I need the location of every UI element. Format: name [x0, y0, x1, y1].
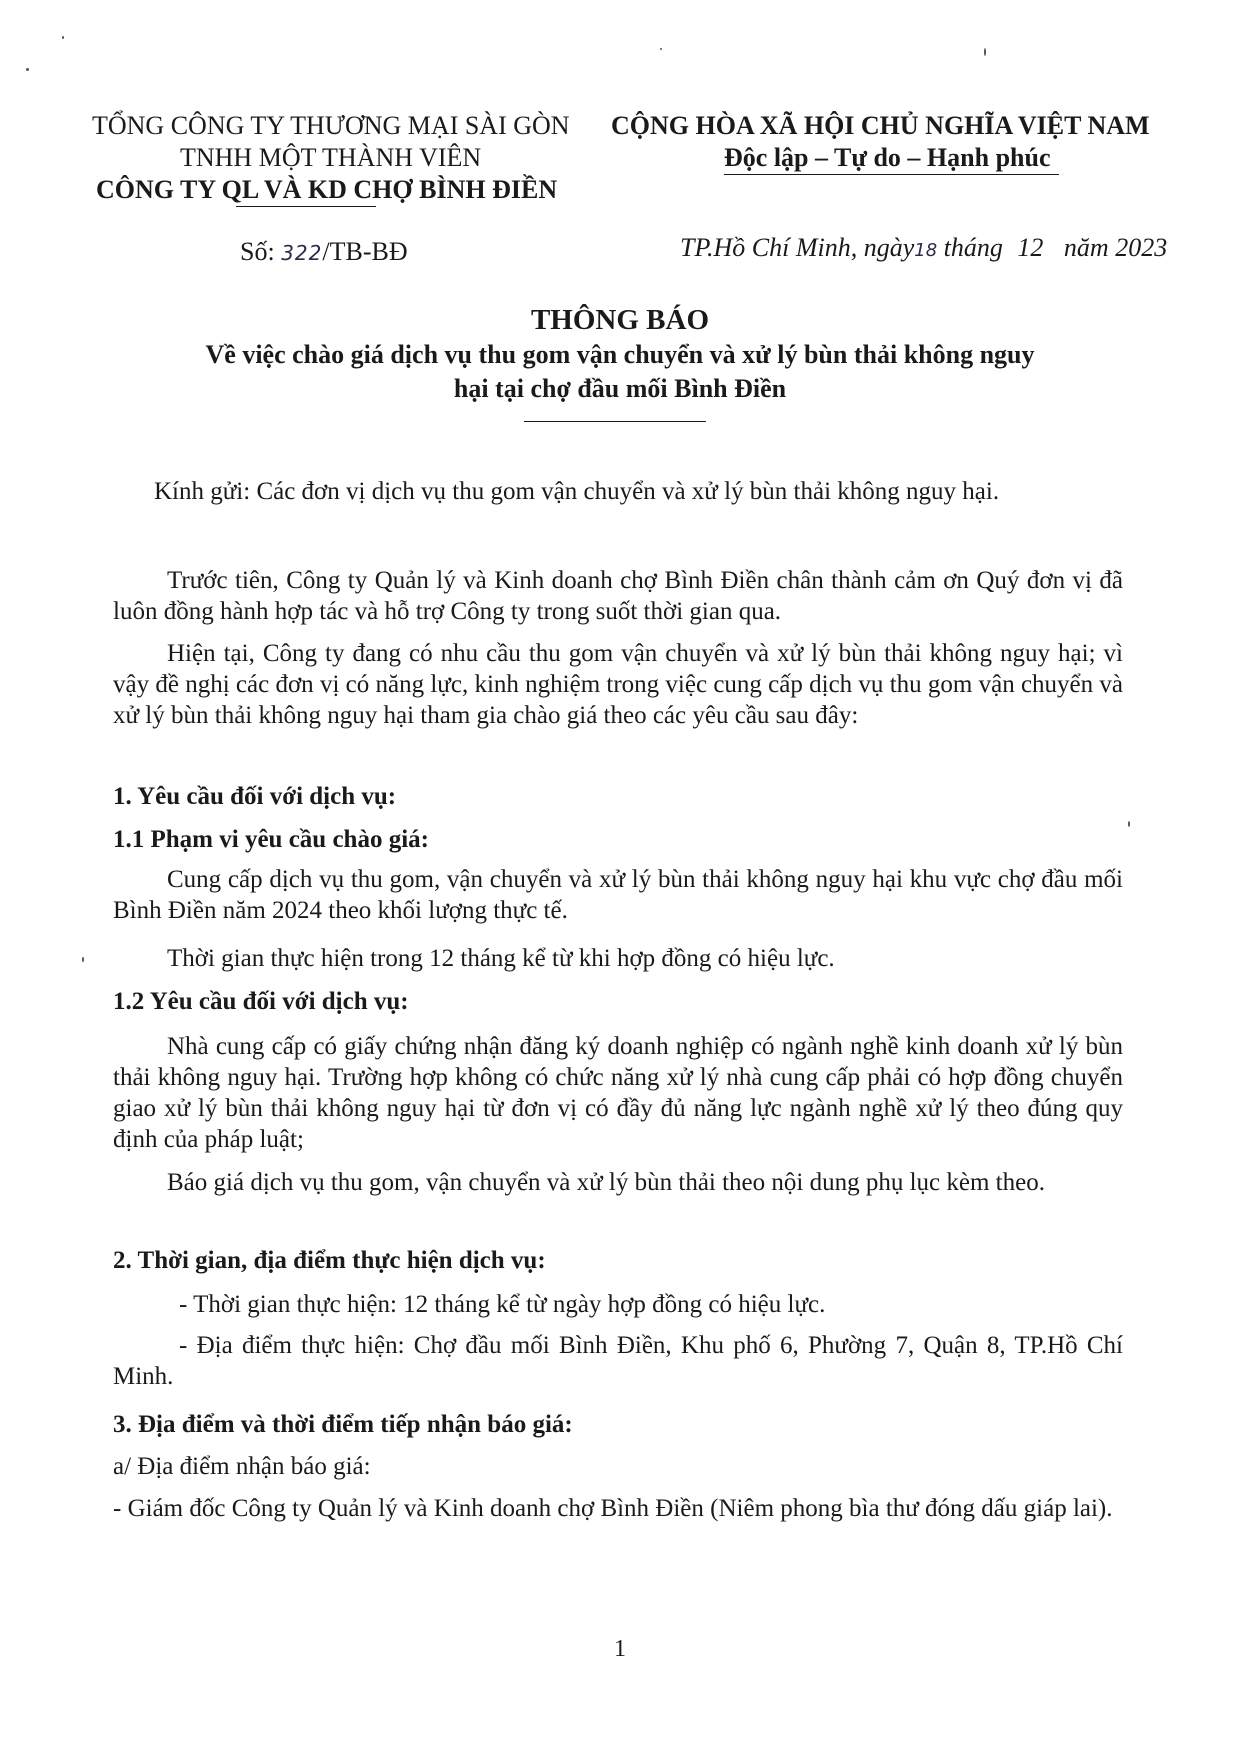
- notice-subject-line2: hại tại chợ đầu mối Bình Điền: [453, 374, 787, 403]
- section-1-2-paragraph-2: Báo giá dịch vụ thu gom, vận chuyển và xử lý bùn thải theo nội dung phụ lục kèm theo.: [167, 1169, 1045, 1196]
- section-2-item-2: - Địa điểm thực hiện: Chợ đầu mối Bình Điền, Khu phố 6, Phường 7, Quận 8, TP.Hồ Chí Minh.: [113, 1332, 1123, 1390]
- document-number: [240, 237, 408, 268]
- section-3-heading: 3. Địa điểm và thời điểm tiếp nhận báo giá:: [113, 1411, 573, 1438]
- notice-subject-line1: Về việc chào giá dịch vụ thu gom vận chuyển và xử lý bùn thải không nguy: [205, 340, 1035, 369]
- section-2-heading: 2. Thời gian, địa điểm thực hiện dịch vụ:: [113, 1247, 546, 1274]
- section-1-2-paragraph-1: Nhà cung cấp có giấy chứng nhận đăng ký doanh nghiệp có ngành nghề kinh doanh xử lý bùn thải không nguy hại. Trường hợp không có chức năng xử lý nhà cung cấp phải có hợp đồng chuyển giao xử lý bùn thải không nguy hại từ đơn vị có đầy đủ năng lực ngành nghề xử lý theo đúng quy định của pháp luật;: [113, 1033, 1123, 1153]
- scan-speck: [660, 48, 662, 50]
- scan-speck: [82, 957, 84, 962]
- request-paragraph: Hiện tại, Công ty đang có nhu cầu thu gom vận chuyển và xử lý bùn thải không nguy hại; vì vậy đề nghị các đơn vị có năng lực, kinh nghiệm trong việc cung cấp dịch vụ thu gom vận chuyển và xử lý bùn thải không nguy hại tham gia chào giá theo các yêu cầu sau đây:: [113, 640, 1123, 729]
- issue-date: [680, 233, 1167, 266]
- republic-title: CỘNG HÒA XÃ HỘI CHỦ NGHĨA VIỆT NAM: [611, 111, 1150, 140]
- number-prefix: Số:: [240, 237, 275, 266]
- intro-paragraph: Trước tiên, Công ty Quản lý và Kinh doanh chợ Bình Điền chân thành cảm ơn Quý đơn vị đã luôn đồng hành hợp tác và hỗ trợ Công ty trong suốt thời gian qua.: [113, 567, 1123, 625]
- date-prefix: TP.Hồ Chí Minh, ngày: [680, 233, 915, 262]
- notice-title: THÔNG BÁO: [530, 304, 710, 336]
- motto: Độc lập – Tự do – Hạnh phúc: [724, 143, 1051, 172]
- company-name: CÔNG TY QL VÀ KD CHỢ BÌNH ĐIỀN: [96, 175, 558, 204]
- date-day: 18: [914, 240, 938, 261]
- company-underline: [236, 206, 376, 207]
- number-suffix: /TB-BĐ: [322, 237, 408, 266]
- date-month-label: tháng: [943, 233, 1003, 262]
- section-3-item-1: - Giám đốc Công ty Quản lý và Kinh doanh chợ Bình Điền (Niêm phong bìa thư đóng dấu giáp lai).: [113, 1495, 1113, 1522]
- section-1-1-heading: 1.1 Phạm vi yêu cầu chào giá:: [113, 826, 429, 853]
- page-number: 1: [614, 1636, 626, 1662]
- section-1-2-heading: 1.2 Yêu cầu đối với dịch vụ:: [113, 988, 409, 1015]
- scan-speck: [984, 48, 986, 56]
- parent-company-name: TỔNG CÔNG TY THƯƠNG MẠI SÀI GÒN: [92, 111, 570, 140]
- section-1-1-paragraph-1: Cung cấp dịch vụ thu gom, vận chuyển và xử lý bùn thải không nguy hại khu vực chợ đầu mối Bình Điền năm 2024 theo khối lượng thực tế.: [113, 866, 1123, 924]
- section-1-heading: 1. Yêu cầu đối với dịch vụ:: [113, 783, 397, 810]
- scan-speck: [62, 36, 64, 39]
- section-3-sub-a: a/ Địa điểm nhận báo giá:: [113, 1453, 371, 1480]
- date-year: 2023: [1115, 233, 1168, 262]
- section-1-1-paragraph-2: Thời gian thực hiện trong 12 tháng kể từ khi hợp đồng có hiệu lực.: [167, 945, 835, 972]
- scan-speck: [1128, 821, 1130, 827]
- date-month: 12: [1017, 233, 1044, 262]
- number-handwritten: 322: [281, 241, 323, 265]
- title-underline: [524, 421, 706, 422]
- section-2-item-1: - Thời gian thực hiện: 12 tháng kể từ ngày hợp đồng có hiệu lực.: [179, 1291, 826, 1318]
- motto-underline: [724, 174, 1059, 175]
- parent-company-type: TNHH MỘT THÀNH VIÊN: [180, 143, 482, 172]
- scan-speck: [26, 68, 29, 71]
- recipient-line: Kính gửi: Các đơn vị dịch vụ thu gom vận chuyển và xử lý bùn thải không nguy hại.: [154, 478, 1000, 505]
- date-year-label: năm: [1063, 233, 1109, 262]
